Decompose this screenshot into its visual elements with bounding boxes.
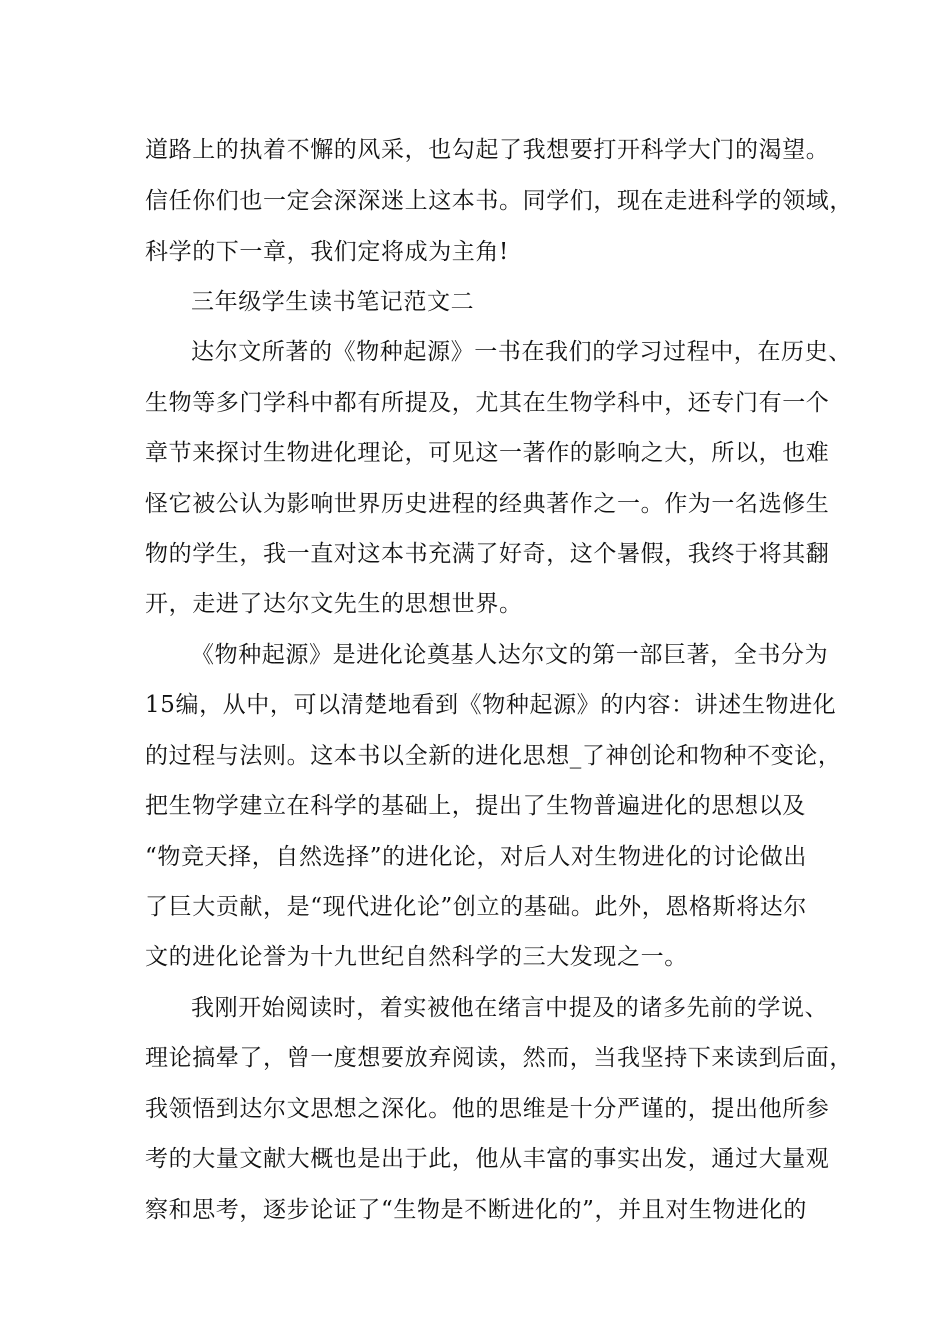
text-line: 达尔文所著的《物种起源》一书在我们的学习过程中，在历史、: [191, 339, 852, 365]
text-line: 把生物学建立在科学的基础上，提出了生物普遍进化的思想以及: [145, 793, 806, 819]
text-line: 《物种起源》是进化论奠基人达尔文的第一部巨著，全书分为: [191, 642, 829, 668]
text-line: 物的学生，我一直对这本书充满了好奇，这个暑假，我终于将其翻: [145, 541, 830, 567]
text-line: 了巨大贡献，是“现代进化论”创立的基础。此外，恩格斯将达尔: [145, 894, 807, 920]
text-line: 理论搞晕了，曾一度想要放弃阅读，然而，当我坚持下来读到后面，: [145, 1045, 853, 1071]
text-line: 开，走进了达尔文先生的思想世界。: [145, 591, 523, 617]
text-line: 生物等多门学科中都有所提及，尤其在生物学科中，还专门有一个: [145, 390, 830, 416]
text-line: 的过程与法则。这本书以全新的进化思想_了神创论和物种不变论，: [145, 743, 842, 769]
text-line: 章节来探讨生物进化理论，可见这一著作的影响之大，所以，也难: [145, 440, 830, 466]
text-line: 15编，从中，可以清楚地看到《物种起源》的内容：讲述生物进化: [145, 692, 837, 718]
text-line: 我刚开始阅读时，着实被他在绪言中提及的诸多先前的学说、: [191, 995, 829, 1021]
text-line: 道路上的执着不懈的风采，也勾起了我想要打开科学大门的渴望。: [145, 137, 830, 163]
text-line: “物竞天择，自然选择”的进化论，对后人对生物进化的讨论做出: [145, 844, 807, 870]
text-line: 考的大量文献大概也是出于此，他从丰富的事实出发，通过大量观: [145, 1146, 830, 1172]
text-line: 怪它被公认为影响世界历史进程的经典著作之一。作为一名选修生: [145, 491, 830, 517]
section-heading: 三年级学生读书笔记范文二: [191, 289, 475, 315]
text-line: 科学的下一章，我们定将成为主角!: [145, 239, 509, 265]
text-line: 文的进化论誉为十九世纪自然科学的三大发现之一。: [145, 944, 688, 970]
text-line: 察和思考，逐步论证了“生物是不断进化的”，并且对生物进化的: [145, 1197, 807, 1223]
text-line: 信任你们也一定会深深迷上这本书。同学们，现在走进科学的领域，: [145, 188, 853, 214]
text-line: 我领悟到达尔文思想之深化。他的思维是十分严谨的，提出他所参: [145, 1096, 830, 1122]
